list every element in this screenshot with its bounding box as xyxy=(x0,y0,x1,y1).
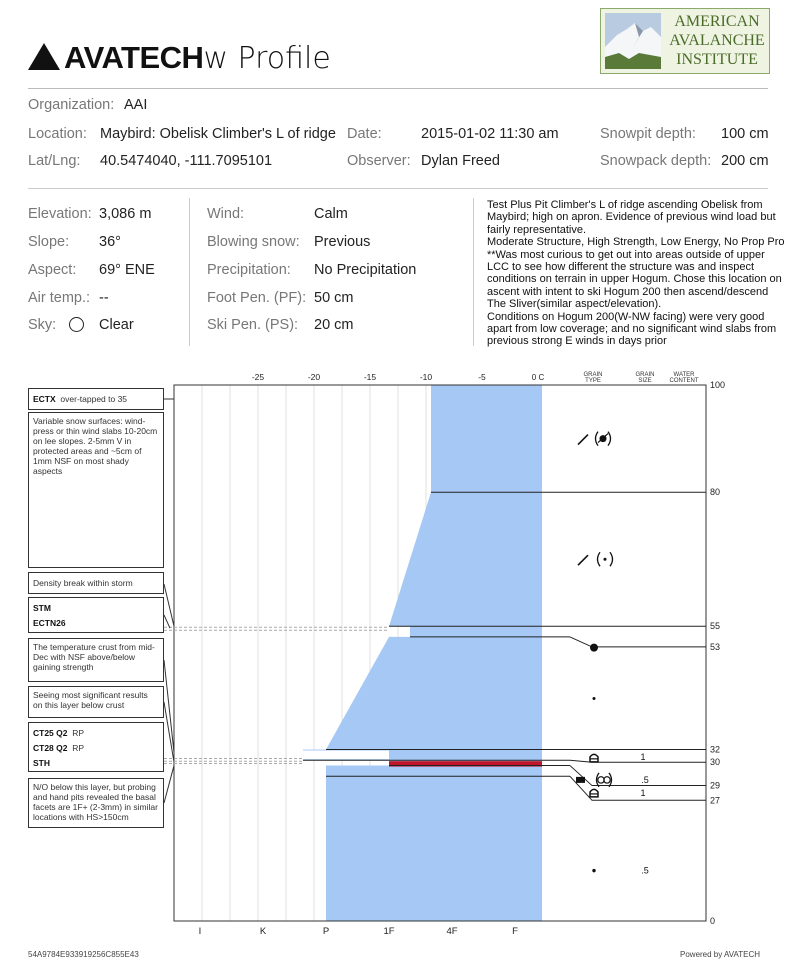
latlng-label: Lat/Lng: xyxy=(28,153,81,169)
snow-profile-chart xyxy=(0,360,800,940)
sky-clear-icon xyxy=(69,317,84,332)
brand-name: AVATECH xyxy=(64,40,204,75)
organization-label: Organization: xyxy=(28,97,115,113)
comment-line: Conditions on Hogum 200(W-NW facing) were very good apart from low coverage; and no significant wind slabs from previous strong E winds in days prior xyxy=(487,310,777,348)
grain-size-label: 1 xyxy=(640,787,646,798)
note-surface: Variable snow surfaces: wind-press or thin wind slabs 10-20cm on lee slopes. 2-5mm V in protected areas and ~5cm of 1mm NSF on most shady aspects xyxy=(28,412,164,568)
aspect-value: 69° ENE xyxy=(99,262,155,278)
air-temp-label: Air temp.: xyxy=(28,290,91,306)
brand-product: w Profile xyxy=(203,41,331,76)
grain-depth-hoar-icon xyxy=(590,789,598,797)
temp-tick-label: -10 xyxy=(419,372,433,382)
elevation-label: Elevation: xyxy=(28,206,92,222)
column-header: WATER xyxy=(673,372,695,378)
note-no-below: N/O below this layer, but probing and hand pits revealed the basal facets are 1F+ (2-3mm) in similar locations with HS>150cm xyxy=(28,778,164,828)
grain-rounded-icon xyxy=(604,558,607,561)
foot-pen-value: 50 cm xyxy=(314,290,354,306)
column-header: CONTENT xyxy=(669,378,699,384)
grain-size-label: .5 xyxy=(641,774,649,785)
grain-crust-icon xyxy=(576,777,585,783)
snowpit-depth-value: 100 cm xyxy=(721,126,769,142)
latlng-value: 40.5474040, -111.7095101 xyxy=(100,153,273,169)
grain-rounded-icon xyxy=(590,644,598,652)
comment-line: Moderate Structure, High Strength, Low Energy, No Prop Pro xyxy=(487,236,785,249)
hardness-tick-label: I xyxy=(198,926,202,937)
grain-rounded-icon xyxy=(592,869,595,872)
comment-line: Test Plus Pit Climber's L of ridge ascending Obelisk from Maybird; high on apron. Evidence of previous wind load but fairly representative. xyxy=(487,199,776,236)
column-header: SIZE xyxy=(638,378,652,384)
note-ct25-rp: RP xyxy=(72,728,85,738)
note-connector xyxy=(164,584,174,626)
snowpit-depth-label: Snowpit depth: xyxy=(600,126,696,142)
height-label: 27 xyxy=(710,795,721,806)
grain-paren-icon xyxy=(598,552,601,566)
sky-value: Clear xyxy=(99,317,134,333)
grain-paren-icon xyxy=(610,552,613,566)
temp-tick-label: -25 xyxy=(251,372,265,382)
grain-paren-icon xyxy=(596,432,599,446)
observer-value: Dylan Freed xyxy=(421,153,500,169)
observer-label: Observer: xyxy=(347,153,411,169)
foot-pen-label: Foot Pen. (PF): xyxy=(207,290,307,306)
divider-col2 xyxy=(473,198,474,346)
temp-zero-label: 0 C xyxy=(531,373,545,382)
divider-mid xyxy=(28,188,768,189)
slope-value: 36° xyxy=(99,234,121,250)
wind-label: Wind: xyxy=(207,206,245,222)
ski-pen-value: 20 cm xyxy=(314,317,354,333)
date-value: 2015-01-02 11:30 am xyxy=(421,126,559,142)
hardness-tick-label: 1F xyxy=(383,926,395,937)
date-label: Date: xyxy=(347,126,382,142)
aai-line2: AVALANCHE xyxy=(669,32,765,49)
avatech-logo-icon xyxy=(28,43,60,70)
note-density: Density break within storm xyxy=(28,572,164,594)
organization-value: AAI xyxy=(124,97,148,113)
grain-decomposing-icon xyxy=(578,435,588,445)
note-stm: STM xyxy=(33,603,51,613)
aai-line1: AMERICAN xyxy=(674,13,760,30)
elevation-value: 3,086 m xyxy=(99,206,152,222)
note-connector xyxy=(164,702,174,762)
footer-powered: Powered by AVATECH xyxy=(680,950,761,959)
mountain-photo-icon xyxy=(605,13,661,69)
height-label: 0 xyxy=(710,916,716,926)
blowing-snow-value: Previous xyxy=(314,234,371,250)
height-connector xyxy=(570,637,706,647)
temp-tick-label: -20 xyxy=(307,372,321,382)
hardness-tick-label: 4F xyxy=(446,926,458,937)
divider-col1 xyxy=(189,198,190,346)
snowpack-depth-label: Snowpack depth: xyxy=(600,153,712,169)
height-label: 80 xyxy=(710,487,721,498)
precip-value: No Precipitation xyxy=(314,262,417,278)
hardness-tick-label: K xyxy=(259,926,267,937)
grain-decomposing-icon xyxy=(578,555,588,565)
note-connector xyxy=(164,660,174,752)
footer-id: 54A9784E933919256C855E43 xyxy=(28,950,139,959)
note-seeing: Seeing most significant results on this layer below crust xyxy=(28,686,164,718)
grain-rounded-icon xyxy=(593,697,596,700)
column-header: GRAIN xyxy=(635,372,655,378)
grain-size-label: 1 xyxy=(640,751,646,762)
note-ectn: ECTN26 xyxy=(33,618,66,628)
note-ectx-label: ECTX xyxy=(33,394,56,404)
note-sth: STH xyxy=(33,758,50,768)
height-connector xyxy=(570,766,706,786)
note-ct28: CT28 Q2 xyxy=(33,743,68,753)
note-connector xyxy=(164,766,174,803)
height-label: 30 xyxy=(710,757,721,768)
note-ectx-text: over-tapped to 35 xyxy=(60,394,128,404)
ski-pen-label: Ski Pen. (PS): xyxy=(207,317,299,333)
temp-tick-label: -5 xyxy=(478,372,486,382)
note-ct25: CT25 Q2 xyxy=(33,728,68,738)
blowing-snow-label: Blowing snow: xyxy=(207,234,300,250)
sky-label: Sky: xyxy=(28,317,57,333)
height-label: 32 xyxy=(710,744,721,755)
height-label: 55 xyxy=(710,621,721,632)
hardness-tick-label: P xyxy=(322,926,330,937)
comments-block xyxy=(487,199,787,348)
location-value: Maybird: Obelisk Climber's L of ridge xyxy=(100,126,336,142)
aspect-label: Aspect: xyxy=(28,262,77,278)
avatech-brand xyxy=(28,40,331,76)
precip-label: Precipitation: xyxy=(207,262,291,278)
column-header: GRAIN xyxy=(583,372,603,378)
wind-value: Calm xyxy=(314,206,348,222)
gap-layer xyxy=(303,750,389,759)
grain-size-label: .5 xyxy=(641,865,649,876)
note-ct28-rp: RP xyxy=(72,743,85,753)
note-crust: The temperature crust from mid-Dec with NSF above/below gaining strength xyxy=(28,638,164,682)
hardness-tick-label: F xyxy=(512,926,518,937)
temp-tick-label: -15 xyxy=(363,372,377,382)
grain-paren-icon xyxy=(608,432,611,446)
hardness-profile-area xyxy=(303,385,542,921)
height-label: 29 xyxy=(710,780,721,791)
note-connector xyxy=(164,615,170,628)
height-label: 53 xyxy=(710,641,721,652)
snowpack-depth-value: 200 cm xyxy=(721,153,769,169)
air-temp-value: -- xyxy=(99,290,109,306)
grain-depth-hoar-icon xyxy=(590,754,598,762)
slope-label: Slope: xyxy=(28,234,70,250)
aai-logo xyxy=(600,8,770,74)
location-label: Location: xyxy=(28,126,87,142)
divider-top xyxy=(28,88,768,89)
aai-line3: INSTITUTE xyxy=(676,51,758,68)
height-label: 100 xyxy=(710,380,726,390)
comment-line: **Was most curious to get out into areas outside of upper LCC to see how different the structure was and inspect conditions on terrain in upper Hogum. Chose this location on ascent with intent to ski Hogum 200 then ascend/descend The Sliver(similar aspect/elevation). xyxy=(487,248,782,311)
column-header: TYPE xyxy=(585,378,601,384)
